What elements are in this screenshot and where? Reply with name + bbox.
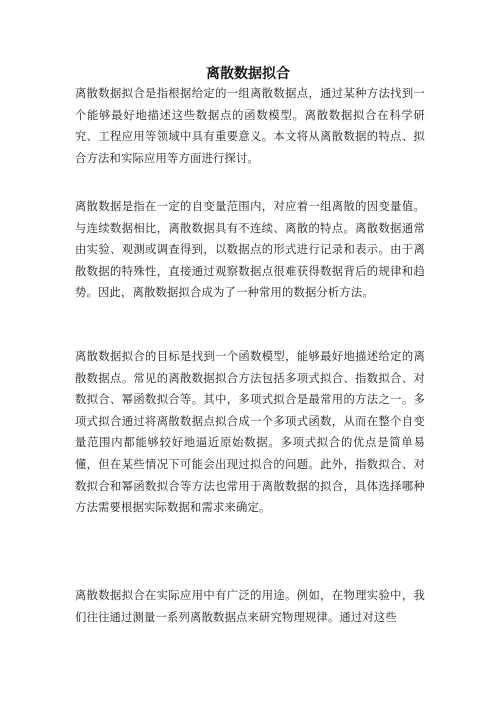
paragraph-fitting-methods: 离散数据拟合的目标是找到一个函数模型，能够最好地描述给定的离散数据点。常见的离散数据拟合方法包括多项式拟合、指数拟合、对数拟合、幂函数拟合等。其中，多项式拟合是最常用的方法之一。多项式拟合通过将离散数据点拟合成一个多项式函数，从而在整个自变量范围内都能够较好地逼近原始数据。多项式拟合的优点是简单易懂，但在某些情况下可能会出现过拟合的问题。此外，指数拟合、对数拟合和幂函数拟合等方法也常用于离散数据的拟合，具体选择哪种方法需要根据实际数据和需求来确定。 <box>75 350 425 515</box>
document-title: 离散数据拟合 <box>206 66 290 82</box>
paragraph-applications: 离散数据拟合在实际应用中有广泛的用途。例如，在物理实验中，我们往往通过测量一系列离散数据点来研究物理规律。通过对这些 <box>75 589 425 624</box>
paragraph-discrete-data: 离散数据是指在一定的自变量范围内，对应着一组离散的因变量值。与连续数据相比，离散数据具有不连续、离散的特点。离散数据通常由实验、观测或调查得到，以数据点的形式进行记录和表示。由于离散数据的特殊性，直接通过观察数据点很难获得数据背后的规律和趋势。因此，离散数据拟合成为了一种常用的数据分析方法。 <box>75 200 425 300</box>
paragraph-intro: 离散数据拟合是指根据给定的一组离散数据点，通过某种方法找到一个能够最好地描述这些数据点的函数模型。离散数据拟合在科学研究、工程应用等领域中具有重要意义。本文将从离散数据的特点、拟合方法和实际应用等方面进行探讨。 <box>75 87 425 165</box>
